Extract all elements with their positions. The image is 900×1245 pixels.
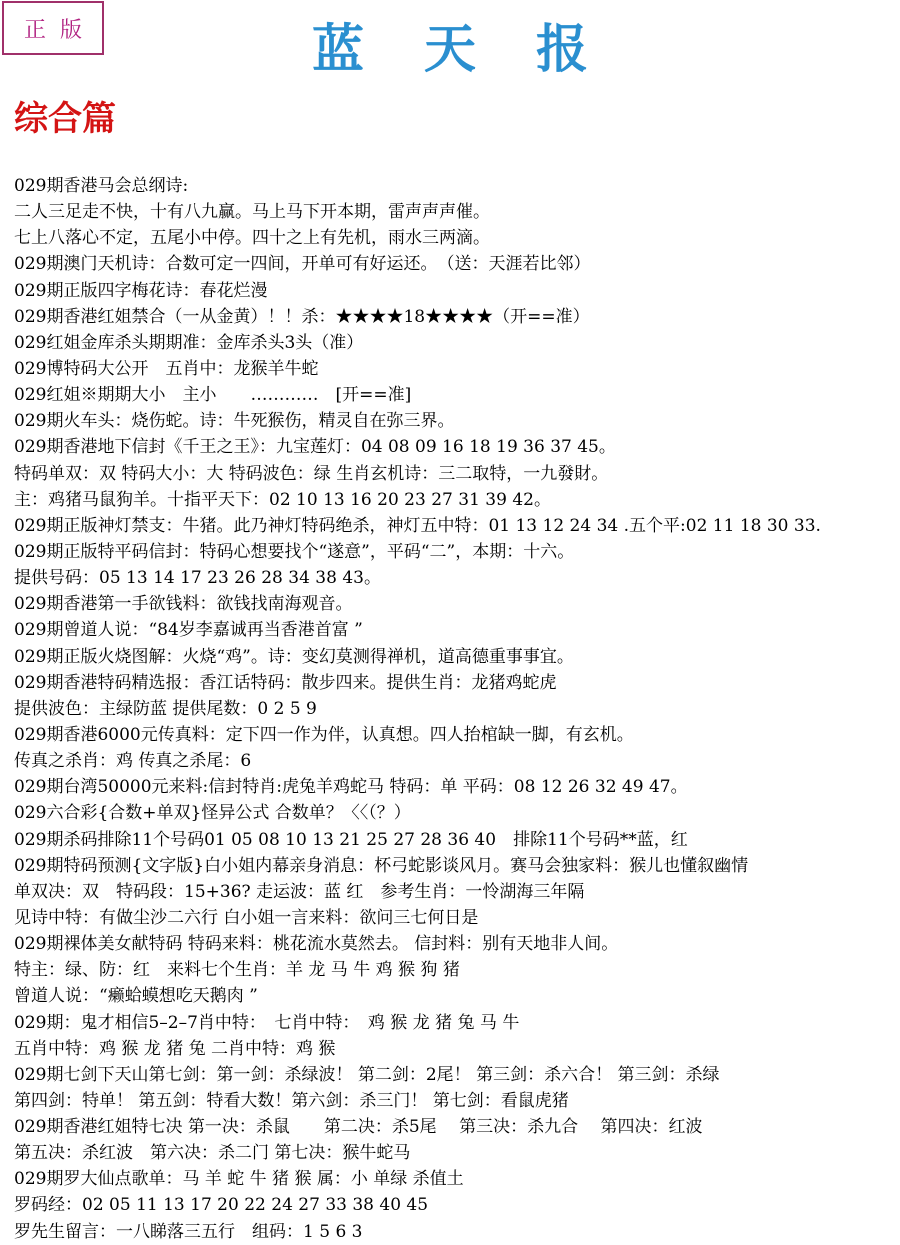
text-line: 029期火车头：烧伤蛇。诗：牛死猴伤，精灵自在弥三界。 [14,411,455,432]
text-line: 029期香港地下信封《千王之王》：九宝莲灯：04 08 09 16 18 19 36 37 45。 [14,437,616,458]
text-line: 029期香港6000元传真料：定下四一作为伴，认真想。四人抬棺缺一脚，有玄机。 [14,724,634,745]
text-line: 029红姐金库杀头期期准：金库杀头3头（准） [14,332,364,353]
text-line: 029期香港红姐特七决 第一决：杀鼠 第二决：杀5尾 第三决：杀九合 第四决：红波 [14,1117,703,1138]
text-line: 029期杀码排除11个号码01 05 08 10 13 21 25 27 28 36 40 排除11个号码**蓝，红 [14,829,688,850]
text-line: 传真之杀肖：鸡 传真之杀尾：6 [14,751,252,772]
text-line: 029期香港马会总纲诗: [14,176,189,196]
text-line: 第四剑：特单！ 第五剑：特看大数！第六剑：杀三门！ 第七剑：看鼠虎猪 [14,1090,569,1111]
text-line: 029博特码大公开 五肖中：龙猴羊牛蛇 [14,358,319,379]
text-line: 五肖中特：鸡 猴 龙 猪 兔 二肖中特：鸡 猴 [14,1038,336,1059]
text-line: 见诗中特：有做尘沙二六行 白小姐一言来料：欲问三七何日是 [14,907,479,928]
text-line: 029期：鬼才相信5–2–7肖中特： 七肖中特： 鸡 猴 龙 猪 兔 马 牛 [14,1012,520,1033]
text-line: 提供波色：主绿防蓝 提供尾数：0 2 5 9 [14,698,317,719]
text-line: 罗码经：02 05 11 13 17 20 22 24 27 33 38 40 45 [14,1195,429,1216]
text-line: 提供号码：05 13 14 17 23 26 28 34 38 43。 [14,568,381,589]
text-line: 029期香港第一手欲钱料：欲钱找南海观音。 [14,594,353,615]
text-line: 029红姐※期期大小 主小 ………… [开==准] [14,385,412,406]
text-line: 七上八落心不定，五尾小中停。四十之上有先机，雨水三两滴。 [14,228,490,249]
text-line: 029期七剑下天山第七剑：第一剑：杀绿波！ 第二剑：2尾！ 第三剑：杀六合！ 第三剑：杀绿 [14,1064,720,1085]
text-line: 029期正版火烧图解：火烧“鸡”。诗：变幻莫测得禅机，道高德重事事宜。 [14,646,574,667]
text-line: 029期正版四字梅花诗：春花烂漫 [14,280,268,301]
text-line: 029期曾道人说：“84岁李嘉诚再当香港首富 ” [14,620,363,641]
text-line: 二人三足走不快，十有八九赢。马上马下开本期，雷声声声催。 [14,202,490,223]
text-line: 029期罗大仙点歌单：马 羊 蛇 牛 猪 猴 属：小 单绿 杀值土 [14,1169,464,1190]
text-line: 029期特码预测{文字版}白小姐内幕亲身消息：杯弓蛇影谈风月。赛马会独家料：猴儿也懂叙幽情 [14,855,749,876]
text-line: 029期正版神灯禁支：牛猪。此乃神灯特码绝杀，神灯五中特：01 13 12 24 34 .五个平:02 11 18 30 33. [14,515,821,536]
text-line: 特主：绿、防：红 来料七个生肖：羊 龙 马 牛 鸡 猴 狗 猪 [14,960,460,981]
text-line: 罗先生留言：一八睇落三五行 组码：1 5 6 3 [14,1221,363,1242]
text-line: 029期澳门天机诗：合数可定一四间，开单可有好运还。 （送：天涯若比邻） [14,254,591,275]
text-line: 029期正版特平码信封：特码心想要找个“遂意”，平码“二”，本期：十六。 [14,541,575,562]
text-line: 029期香港红姐禁合（一从金黄）！！杀：★★★★18★★★★（开==准） [14,306,590,327]
text-line: 029期裸体美女献特码 特码来料：桃花流水莫然去。 信封料：别有天地非人间。 [14,934,619,955]
text-line: 029六合彩{合数+单双}怪异公式 合数单？〈〈（？） [14,803,411,824]
text-line: 曾道人说：“癞蛤蟆想吃天鹅肉 ” [14,986,258,1007]
content-lines [14,173,894,1245]
text-line: 主：鸡猪马鼠狗羊。十指平天下：02 10 13 16 20 23 27 31 39 42。 [14,489,551,510]
text-line: 029期台湾50000元来料:信封特肖:虎兔羊鸡蛇马 特码：单 平码：08 12 26 32 49 47。 [14,777,688,798]
text-line: 特码单双：双 特码大小：大 特码波色：绿 生肖玄机诗：三二取特，一九發財。 [14,463,609,484]
text-line: 第五决：杀红波 第六决：杀二门 第七决：猴牛蛇马 [14,1143,411,1164]
page-title: 蓝天报 [311,19,648,80]
text-line: 029期香港特码精选报：香江话特码：散步四来。提供生肖：龙猪鸡蛇虎 [14,672,557,693]
edition-badge-text: 正版 [23,17,96,43]
text-line: 单双决：双 特码段：15+36? 走运波：蓝 红 参考生肖：一怜湖海三年隔 [14,881,585,902]
section-heading: 综合篇 [14,99,116,139]
